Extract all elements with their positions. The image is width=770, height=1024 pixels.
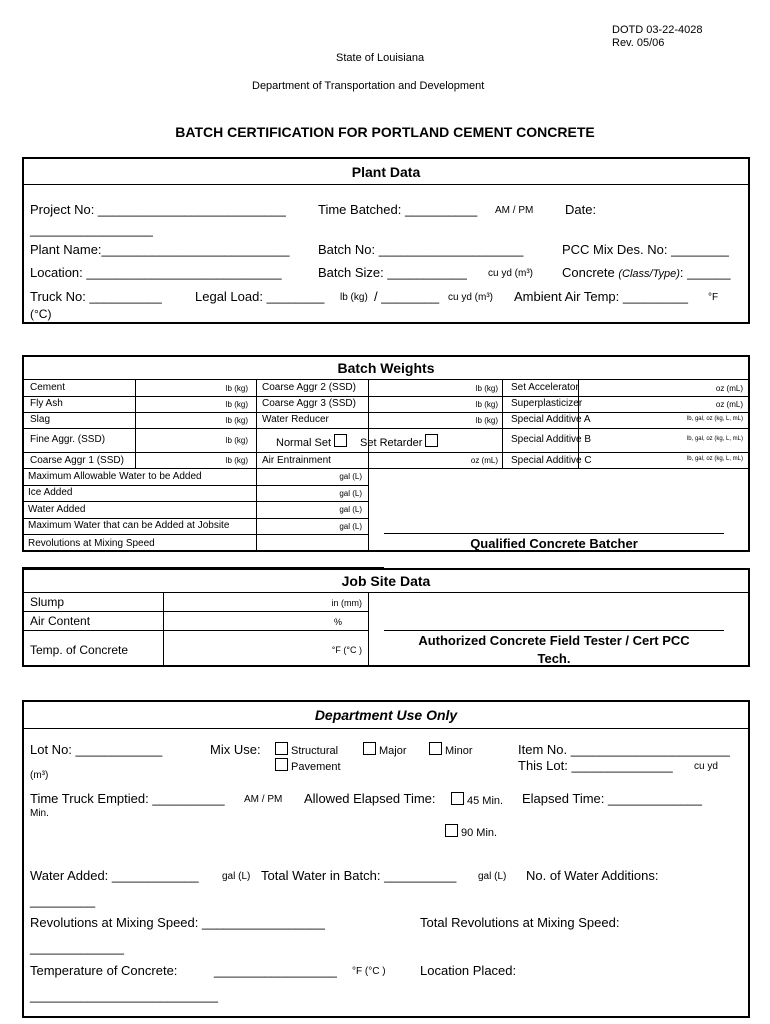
coarse-aggr-3-unit: lb (kg) (475, 400, 498, 409)
set-accelerator-unit: oz (mL) (715, 384, 743, 393)
concrete-class-field[interactable] (562, 265, 731, 280)
special-additive-b-unit: lb, gal, oz (kg, L, mL) (686, 436, 743, 442)
pavement-option[interactable] (272, 758, 341, 773)
concrete-blank: : ______ (679, 265, 731, 280)
ambient-temp-f-unit: °F (708, 292, 719, 303)
temperature-label: Temperature of Concrete: (30, 963, 178, 978)
location-placed-field[interactable]: Location Placed: (420, 963, 517, 978)
location-field[interactable]: Location: ___________________________ (30, 265, 282, 280)
normal-set-option[interactable] (276, 434, 350, 449)
slag-unit: lb (kg) (225, 416, 248, 425)
this-lot-field[interactable]: This Lot: ______________ (518, 758, 673, 773)
fine-aggr-unit: lb (kg) (225, 436, 248, 445)
batcher-signature-line[interactable] (384, 533, 724, 534)
coarse-aggr-3-label: Coarse Aggr 3 (SSD) (262, 398, 356, 409)
min45-checkbox[interactable] (451, 792, 464, 805)
max-allowable-water-label: Maximum Allowable Water to be Added (28, 471, 202, 482)
set-retarder-option[interactable] (360, 434, 441, 449)
department-use-title: Department Use Only (314, 707, 458, 723)
revision: Rev. 05/06 (612, 37, 665, 49)
special-additive-c-label: Special Additive C (511, 455, 592, 466)
coarse-aggr-1-label: Coarse Aggr 1 (SSD) (30, 455, 124, 466)
legal-load-lb-unit: lb (kg) (340, 292, 368, 303)
form-number: DOTD 03-22-4028 (612, 24, 703, 36)
legal-load-cuyd-blank[interactable]: / ________ (374, 289, 440, 304)
water-additions-blank: _________ (30, 893, 96, 908)
min45-option[interactable] (448, 792, 503, 807)
ambient-temp-c-unit: (°C) (30, 307, 52, 321)
mix-use-label: Mix Use: (210, 742, 261, 757)
fly-ash-unit: lb (kg) (225, 400, 248, 409)
min-unit: Min. (30, 808, 49, 819)
min90-label: 90 Min. (461, 827, 498, 839)
plant-name-field[interactable]: Plant Name:__________________________ (30, 242, 290, 257)
plant-data-title: Plant Data (351, 164, 421, 180)
revolutions-label: Revolutions at Mixing Speed (28, 538, 155, 549)
min90-option[interactable] (442, 824, 497, 839)
legal-load-field[interactable]: Legal Load: ________ (195, 289, 325, 304)
total-revolutions-blank: _____________ (30, 940, 124, 955)
location-placed-blank: __________________________ (30, 988, 218, 1003)
time-batched-am-pm: AM / PM (495, 205, 534, 216)
total-revolutions-field[interactable]: Total Revolutions at Mixing Speed: (420, 915, 620, 930)
pavement-checkbox[interactable] (275, 758, 288, 771)
batch-weights-title: Batch Weights (337, 360, 435, 376)
coarse-aggr-2-unit: lb (kg) (475, 384, 498, 393)
water-added-label: Water Added (28, 504, 86, 515)
water-additions-field[interactable]: No. of Water Additions: (526, 868, 659, 883)
air-content-unit: % (333, 617, 342, 627)
allowed-elapsed-label: Allowed Elapsed Time: (304, 791, 436, 806)
air-content-label: Air Content (30, 614, 91, 628)
superplasticizer-label: Superplasticizer (511, 398, 583, 409)
item-no-field[interactable]: Item No. ______________________ (518, 742, 730, 757)
structural-option[interactable] (272, 742, 338, 757)
pavement-label: Pavement (291, 761, 341, 773)
major-label: Major (379, 745, 407, 757)
special-additive-c-unit: lb, gal, oz (kg, L, mL) (686, 456, 743, 462)
lot-no-field[interactable]: Lot No: ____________ (30, 742, 163, 757)
fine-aggr-label: Fine Aggr. (SSD) (30, 434, 106, 445)
truck-no-field[interactable]: Truck No: __________ (30, 289, 162, 304)
job-site-title: Job Site Data (341, 573, 431, 589)
ambient-temp-field[interactable]: Ambient Air Temp: _________ (514, 289, 688, 304)
special-additive-a-label: Special Additive A (511, 414, 591, 425)
minor-option[interactable] (426, 742, 473, 757)
batch-size-field[interactable]: Batch Size: ___________ (318, 265, 467, 280)
temperature-field[interactable]: _________________ (214, 963, 337, 978)
set-retarder-checkbox[interactable] (425, 434, 438, 447)
water-added-field[interactable]: Water Added: ____________ (30, 868, 199, 883)
structural-checkbox[interactable] (275, 742, 288, 755)
total-water-unit: gal (L) (478, 871, 507, 882)
form-title: BATCH CERTIFICATION FOR PORTLAND CEMENT CONCRETE (175, 124, 595, 140)
fly-ash-label: Fly Ash (30, 398, 63, 409)
date-field[interactable]: Date: (565, 202, 597, 217)
normal-set-checkbox[interactable] (334, 434, 347, 447)
special-additive-b-label: Special Additive B (511, 434, 592, 445)
water-added-unit: gal (L) (222, 871, 251, 882)
major-checkbox[interactable] (363, 742, 376, 755)
air-entrainment-unit: oz (mL) (470, 456, 498, 465)
time-truck-am-pm: AM / PM (244, 794, 283, 805)
water-reducer-label: Water Reducer (262, 414, 329, 425)
batcher-label: Qualified Concrete Batcher (470, 536, 638, 551)
max-water-jobsite-label: Maximum Water that can be Added at Jobsite (28, 520, 230, 531)
water-added-unit: gal (L) (339, 505, 362, 514)
coarse-aggr-2-label: Coarse Aggr 2 (SSD) (262, 382, 356, 393)
batch-size-unit: cu yd (m³) (488, 268, 533, 279)
time-batched-field[interactable]: Time Batched: __________ (318, 202, 478, 217)
set-accelerator-label: Set Accelerator (511, 382, 579, 393)
special-additive-a-unit: lb, gal, oz (kg, L, mL) (686, 416, 743, 422)
ice-added-label: Ice Added (28, 487, 73, 498)
slump-unit: in (mm) (331, 598, 362, 608)
major-option[interactable] (360, 742, 407, 757)
minor-checkbox[interactable] (429, 742, 442, 755)
this-lot-unit: cu yd (694, 761, 718, 772)
pcc-mix-field[interactable]: PCC Mix Des. No: ________ (562, 242, 729, 257)
min45-label: 45 Min. (467, 795, 504, 807)
structural-label: Structural (291, 745, 339, 757)
temp-concrete-unit: °F (°C ) (331, 645, 362, 655)
water-reducer-unit: lb (kg) (475, 416, 498, 425)
elapsed-time-field[interactable]: Elapsed Time: _____________ (522, 791, 702, 806)
concrete-label: Concrete (562, 265, 615, 280)
air-entrainment-label: Air Entrainment (262, 455, 331, 466)
slag-label: Slag (30, 414, 51, 425)
set-retarder-label: Set Retarder (360, 437, 423, 449)
project-no-field[interactable]: Project No: __________________________ (30, 202, 286, 217)
revolutions-field[interactable]: Revolutions at Mixing Speed: _________________ (30, 915, 325, 930)
superplasticizer-unit: oz (mL) (715, 400, 743, 409)
total-water-field[interactable]: Total Water in Batch: __________ (261, 868, 457, 883)
class-type-label: (Class/Type) (618, 268, 680, 280)
cement-label: Cement (30, 382, 66, 393)
m3-unit: (m³) (30, 770, 49, 781)
temp-concrete-label: Temp. of Concrete (30, 643, 129, 657)
ice-added-unit: gal (L) (339, 489, 362, 498)
tester-label-line2: Tech. (537, 651, 571, 666)
max-water-jobsite-unit: gal (L) (339, 522, 362, 531)
cement-unit: lb (kg) (225, 384, 248, 393)
minor-label: Minor (445, 745, 473, 757)
legal-load-cuyd-unit: cu yd (m³) (448, 292, 493, 303)
state-name: State of Louisiana (336, 52, 425, 64)
slump-label: Slump (30, 595, 65, 609)
tester-label-line1: Authorized Concrete Field Tester / Cert PCC (418, 633, 690, 648)
normal-set-label: Normal Set (276, 437, 332, 449)
tester-signature-line[interactable] (384, 630, 724, 631)
project-no-continued: _________________ (30, 222, 153, 237)
coarse-aggr-1-unit: lb (kg) (225, 456, 248, 465)
time-truck-emptied-field[interactable]: Time Truck Emptied: __________ (30, 791, 225, 806)
temperature-unit: °F (°C ) (352, 966, 386, 977)
min90-checkbox[interactable] (445, 824, 458, 837)
batch-no-field[interactable]: Batch No: ____________________ (318, 242, 524, 257)
max-allowable-water-unit: gal (L) (339, 472, 362, 481)
department-name: Department of Transportation and Development (252, 80, 485, 92)
